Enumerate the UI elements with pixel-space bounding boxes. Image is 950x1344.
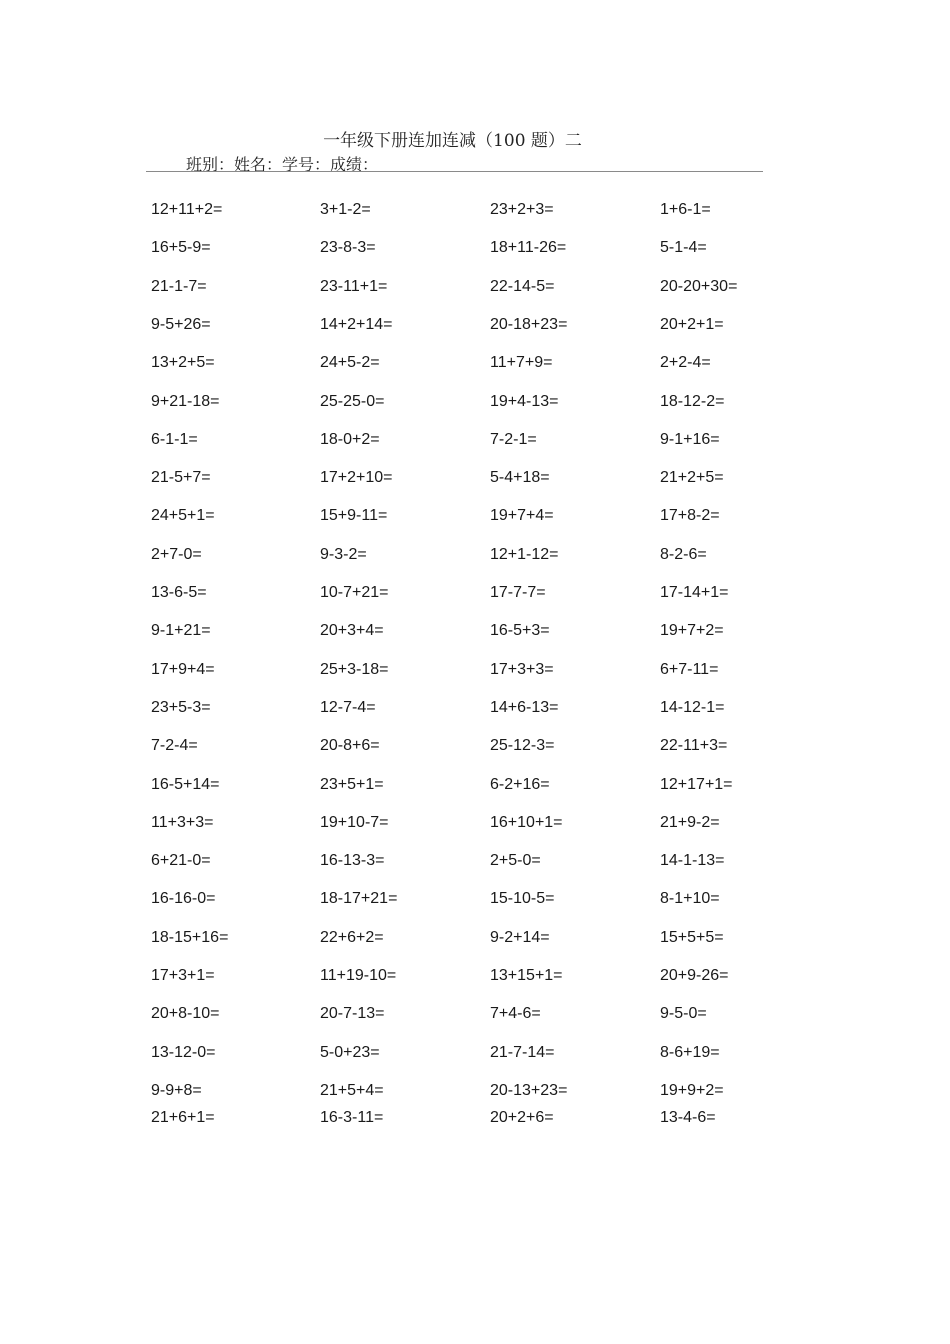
math-problem: 18+11-26= (490, 239, 567, 257)
math-problem: 8-6+19= (660, 1043, 720, 1061)
math-problem: 20-13+23= (490, 1081, 568, 1099)
math-problem: 12+1-12= (490, 545, 559, 563)
math-problem: 23+2+3= (490, 201, 554, 218)
math-problem: 12+11+2= (151, 201, 223, 218)
math-problem: 8-2-6= (660, 545, 707, 563)
math-problem: 13-6-5= (151, 584, 207, 601)
math-problem: 11+19-10= (320, 967, 397, 984)
math-problem: 16+5-9= (151, 239, 211, 257)
math-problem: 11+3+3= (151, 813, 214, 831)
math-problem: 9-1+16= (660, 430, 720, 448)
math-problem: 5-1-4= (660, 239, 707, 257)
math-problem: 15+5+5= (660, 928, 724, 946)
math-problem: 18-0+2= (320, 430, 380, 448)
math-problem: 13-12-0= (151, 1043, 216, 1061)
math-problem: 18-17+21= (320, 890, 398, 908)
math-problem: 2+5-0= (490, 852, 541, 870)
math-problem: 7+4-6= (490, 1005, 541, 1023)
math-problem: 16-3-11= (320, 1108, 384, 1126)
math-problem: 2+7-0= (151, 545, 202, 563)
math-problem: 17+3+1= (151, 967, 215, 984)
math-problem: 21-7-14= (490, 1043, 555, 1061)
math-problem: 21+9-2= (660, 813, 720, 831)
student-info-line: 班别：姓名：学号：成绩： (186, 155, 379, 174)
math-problem: 6-1-1= (151, 430, 198, 448)
math-problem: 3+1-2= (320, 201, 371, 218)
math-problem: 20-18+23= (490, 315, 568, 333)
math-problem: 16-16-0= (151, 890, 216, 908)
page-title: 一年级下册连加连减（100 题）二 (323, 131, 582, 151)
math-problem: 19+4-13= (490, 392, 559, 410)
math-problem: 12+17+1= (660, 775, 733, 793)
math-problem: 21+2+5= (660, 469, 724, 487)
math-problem: 16-13-3= (320, 852, 385, 870)
math-problem: 5-4+18= (490, 469, 550, 487)
math-problem: 7-2-1= (490, 430, 537, 448)
math-problem: 15-10-5= (490, 890, 555, 908)
math-problem: 8-1+10= (660, 890, 720, 908)
math-problem: 6-2+16= (490, 775, 550, 793)
math-problem: 21-5+7= (151, 469, 211, 487)
math-problem: 25+3-18= (320, 660, 389, 678)
math-problem: 15+9-11= (320, 507, 388, 525)
math-problem: 14+2+14= (320, 315, 393, 333)
math-problem: 9-3-2= (320, 545, 367, 563)
math-problem: 24+5-2= (320, 354, 380, 372)
math-problem: 9-5-0= (660, 1005, 707, 1023)
math-problem: 9-5+26= (151, 315, 211, 333)
math-problem: 16-5+14= (151, 775, 220, 793)
math-problem: 21+6+1= (151, 1108, 215, 1126)
header-divider (146, 171, 763, 172)
math-problem: 18-12-2= (660, 392, 725, 410)
math-problem: 23-8-3= (320, 239, 376, 257)
math-problem: 21-1-7= (151, 277, 207, 295)
math-problem: 9-1+21= (151, 622, 211, 640)
math-problem: 9-2+14= (490, 928, 550, 946)
math-problem: 17-14+1= (660, 584, 729, 601)
math-problem: 23+5+1= (320, 775, 384, 793)
math-problem: 18-15+16= (151, 928, 229, 946)
math-problem: 17+3+3= (490, 660, 554, 678)
math-problem: 22-11+3= (660, 737, 728, 755)
math-problem: 9-9+8= (151, 1081, 202, 1099)
math-problem: 1+6-1= (660, 201, 711, 218)
math-problem: 12-7-4= (320, 698, 376, 716)
math-problem: 14-12-1= (660, 698, 725, 716)
math-problem: 13-4-6= (660, 1108, 716, 1126)
math-problem: 22+6+2= (320, 928, 384, 946)
math-problem: 20-7-13= (320, 1005, 385, 1023)
math-problem: 17+9+4= (151, 660, 215, 678)
math-problem: 19+7+4= (490, 507, 554, 525)
math-problem: 11+7+9= (490, 354, 553, 372)
math-problem: 17+2+10= (320, 469, 393, 487)
math-problem: 20+9-26= (660, 967, 729, 984)
math-problem: 20-8+6= (320, 737, 380, 755)
math-problem: 5-0+23= (320, 1043, 380, 1061)
math-problem: 16+10+1= (490, 813, 563, 831)
math-problem: 20+8-10= (151, 1005, 220, 1023)
math-problem: 19+10-7= (320, 813, 389, 831)
math-problem: 25-25-0= (320, 392, 385, 410)
math-problem: 10-7+21= (320, 584, 389, 601)
math-problem: 20+2+1= (660, 315, 724, 333)
math-problem: 6+21-0= (151, 852, 211, 870)
math-problem: 20-20+30= (660, 277, 738, 295)
math-problem: 24+5+1= (151, 507, 215, 525)
math-problem: 6+7-11= (660, 660, 719, 678)
math-problem: 23+5-3= (151, 698, 211, 716)
math-problem: 17-7-7= (490, 584, 546, 601)
math-problem: 23-11+1= (320, 277, 388, 295)
math-problem: 2+2-4= (660, 354, 711, 372)
math-problem: 19+7+2= (660, 622, 724, 640)
math-problem: 20+2+6= (490, 1108, 554, 1126)
math-problem: 20+3+4= (320, 622, 384, 640)
math-problem: 14-1-13= (660, 852, 725, 870)
math-problem: 21+5+4= (320, 1081, 384, 1099)
math-problem: 16-5+3= (490, 622, 550, 640)
math-problem: 22-14-5= (490, 277, 555, 295)
math-problem: 14+6-13= (490, 698, 559, 716)
math-problem: 13+15+1= (490, 967, 563, 984)
math-problem: 25-12-3= (490, 737, 555, 755)
math-problem: 7-2-4= (151, 737, 198, 755)
math-problem: 19+9+2= (660, 1081, 724, 1099)
math-problem: 9+21-18= (151, 392, 220, 410)
math-problem: 13+2+5= (151, 354, 215, 372)
math-problem: 17+8-2= (660, 507, 720, 525)
